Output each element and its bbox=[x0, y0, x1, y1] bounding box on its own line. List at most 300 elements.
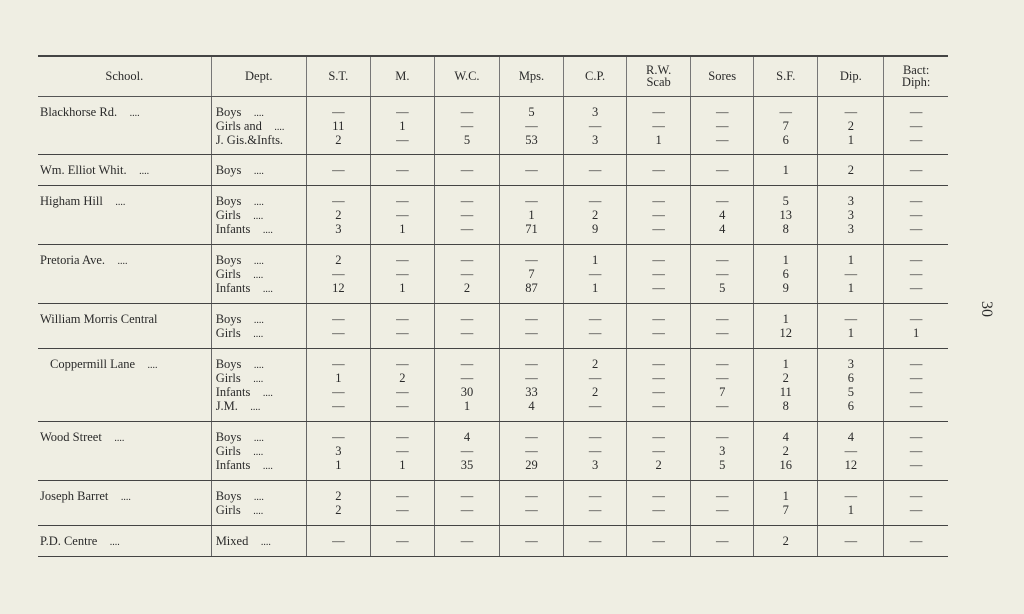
cell-sores: — bbox=[691, 490, 754, 504]
cell-wc: — bbox=[434, 327, 499, 341]
cell-mps: — bbox=[499, 195, 563, 209]
cell-sf: 1 bbox=[754, 490, 818, 504]
table-row bbox=[38, 313, 948, 327]
cell-sores: 5 bbox=[691, 459, 754, 473]
cell-mps: 7 bbox=[499, 268, 563, 282]
cell-m: 1 bbox=[370, 459, 434, 473]
leader-dots: .... bbox=[274, 121, 285, 133]
dept-name: Girls bbox=[215, 267, 241, 281]
dept-cell bbox=[211, 195, 306, 209]
cell-mps: 1 bbox=[499, 209, 563, 223]
row-spacer bbox=[38, 473, 948, 481]
row-spacer bbox=[38, 178, 948, 186]
school-group bbox=[38, 303, 948, 348]
table-row bbox=[38, 535, 948, 549]
leader-dots: .... bbox=[117, 255, 128, 267]
cell-wc: — bbox=[434, 358, 499, 372]
cell-rw-scab: — bbox=[627, 358, 691, 372]
leader-dots: .... bbox=[253, 255, 264, 267]
dept-cell bbox=[211, 386, 306, 400]
cell-st: 2 bbox=[306, 490, 370, 504]
table-row bbox=[38, 504, 948, 518]
leader-dots: .... bbox=[120, 491, 131, 503]
school-group bbox=[38, 154, 948, 185]
table-row bbox=[38, 268, 948, 282]
cell-st: 1 bbox=[306, 372, 370, 386]
row-spacer bbox=[38, 154, 948, 164]
cell-cp: 2 bbox=[564, 358, 627, 372]
dept-name: Boys bbox=[215, 105, 242, 119]
header-mps: Mps. bbox=[499, 56, 563, 96]
header-rw-line1: R.W. bbox=[646, 63, 672, 78]
cell-sf: 6 bbox=[754, 268, 818, 282]
cell-m: 1 bbox=[370, 282, 434, 296]
leader-dots: .... bbox=[147, 359, 158, 371]
cell-mps: — bbox=[499, 358, 563, 372]
cell-sores: — bbox=[691, 106, 754, 120]
cell-wc: — bbox=[434, 372, 499, 386]
cell-bact-diph: — bbox=[884, 134, 948, 147]
header-sf: S.F. bbox=[754, 56, 818, 96]
cell-bact-diph: — bbox=[884, 400, 948, 414]
table-row bbox=[38, 445, 948, 459]
cell-mps: — bbox=[499, 313, 563, 327]
cell-wc: — bbox=[434, 164, 499, 178]
cell-cp: — bbox=[564, 268, 627, 282]
cell-sf: 2 bbox=[754, 445, 818, 459]
cell-sores: — bbox=[691, 164, 754, 178]
cell-m: 1 bbox=[370, 120, 434, 134]
dept-name: Mixed bbox=[215, 534, 249, 548]
cell-bact-diph: — bbox=[884, 504, 948, 518]
cell-st: 2 bbox=[306, 254, 370, 268]
cell-mps: — bbox=[499, 164, 563, 178]
cell-m: — bbox=[370, 134, 434, 147]
school-name-cell bbox=[38, 120, 211, 134]
cell-sores: — bbox=[691, 535, 754, 549]
row-spacer bbox=[38, 421, 948, 431]
cell-wc: — bbox=[434, 254, 499, 268]
school-name-cell bbox=[38, 459, 211, 473]
leader-dots: .... bbox=[253, 269, 264, 281]
leader-dots: .... bbox=[253, 196, 264, 208]
header-wc: W.C. bbox=[434, 56, 499, 96]
cell-sores: 4 bbox=[691, 223, 754, 237]
cell-cp: — bbox=[564, 445, 627, 459]
school-name-cell bbox=[38, 195, 211, 209]
table-row bbox=[38, 431, 948, 445]
dept-cell bbox=[211, 535, 306, 549]
cell-sf: 13 bbox=[754, 209, 818, 223]
dept-cell bbox=[211, 459, 306, 473]
cell-wc: — bbox=[434, 223, 499, 237]
cell-mps: 33 bbox=[499, 386, 563, 400]
cell-bact-diph: — bbox=[884, 445, 948, 459]
cell-cp: — bbox=[564, 313, 627, 327]
cell-rw-scab: — bbox=[627, 254, 691, 268]
page-number: 30 bbox=[978, 301, 995, 317]
cell-cp: 3 bbox=[564, 106, 627, 120]
table-row bbox=[38, 490, 948, 504]
header-rw-scab bbox=[627, 56, 691, 96]
cell-m: — bbox=[370, 327, 434, 341]
cell-cp: 1 bbox=[564, 282, 627, 296]
school-name-cell bbox=[38, 490, 211, 504]
header-rw-line2: Scab bbox=[646, 75, 671, 90]
cell-sores: — bbox=[691, 268, 754, 282]
cell-wc: 4 bbox=[434, 431, 499, 445]
cell-rw-scab: — bbox=[627, 268, 691, 282]
dept-cell bbox=[211, 268, 306, 282]
cell-sf: 9 bbox=[754, 282, 818, 296]
dept-cell bbox=[211, 223, 306, 237]
dept-name: Boys bbox=[215, 489, 242, 503]
cell-m: 2 bbox=[370, 372, 434, 386]
cell-cp: 3 bbox=[564, 134, 627, 147]
cell-m: — bbox=[370, 254, 434, 268]
cell-m: — bbox=[370, 195, 434, 209]
dept-cell bbox=[211, 372, 306, 386]
cell-bact-diph: — bbox=[884, 209, 948, 223]
cell-mps: — bbox=[499, 535, 563, 549]
cell-mps: — bbox=[499, 504, 563, 518]
cell-wc: 5 bbox=[434, 134, 499, 147]
cell-wc: — bbox=[434, 490, 499, 504]
cell-dip: 2 bbox=[818, 120, 884, 134]
cell-st: 12 bbox=[306, 282, 370, 296]
cell-mps: — bbox=[499, 445, 563, 459]
cell-st: — bbox=[306, 358, 370, 372]
cell-st: 1 bbox=[306, 459, 370, 473]
leader-dots: .... bbox=[253, 359, 264, 371]
dept-cell bbox=[211, 209, 306, 223]
leader-dots: .... bbox=[129, 107, 140, 119]
cell-st: — bbox=[306, 195, 370, 209]
cell-m: — bbox=[370, 400, 434, 414]
table-row bbox=[38, 195, 948, 209]
cell-st: — bbox=[306, 431, 370, 445]
school-group bbox=[38, 525, 948, 556]
table-row bbox=[38, 223, 948, 237]
cell-sf: 7 bbox=[754, 504, 818, 518]
leader-dots: .... bbox=[262, 224, 273, 236]
header-sores: Sores bbox=[691, 56, 754, 96]
leader-dots: .... bbox=[253, 328, 264, 340]
cell-cp: — bbox=[564, 372, 627, 386]
dept-name: Boys bbox=[215, 163, 242, 177]
table-row bbox=[38, 134, 948, 147]
cell-mps: — bbox=[499, 490, 563, 504]
table-header bbox=[38, 56, 948, 96]
cell-mps: — bbox=[499, 120, 563, 134]
cell-wc: 1 bbox=[434, 400, 499, 414]
cell-dip: 3 bbox=[818, 358, 884, 372]
cell-dip: 5 bbox=[818, 386, 884, 400]
cell-dip: 6 bbox=[818, 372, 884, 386]
cell-mps: 53 bbox=[499, 134, 563, 147]
cell-sores: — bbox=[691, 504, 754, 518]
table-row bbox=[38, 254, 948, 268]
table-row bbox=[38, 358, 948, 372]
cell-bact-diph: — bbox=[884, 431, 948, 445]
cell-dip: 6 bbox=[818, 400, 884, 414]
cell-st: 2 bbox=[306, 134, 370, 147]
cell-wc: — bbox=[434, 195, 499, 209]
leader-dots: .... bbox=[262, 460, 273, 472]
cell-rw-scab: — bbox=[627, 209, 691, 223]
header-school: School. bbox=[38, 56, 211, 96]
school-group bbox=[38, 244, 948, 303]
school-medical-table bbox=[38, 55, 948, 557]
cell-m: — bbox=[370, 431, 434, 445]
table-row bbox=[38, 372, 948, 386]
cell-st: — bbox=[306, 106, 370, 120]
cell-wc: — bbox=[434, 535, 499, 549]
cell-dip: 3 bbox=[818, 209, 884, 223]
cell-rw-scab: — bbox=[627, 164, 691, 178]
cell-cp: — bbox=[564, 431, 627, 445]
cell-st: 3 bbox=[306, 223, 370, 237]
cell-st: 2 bbox=[306, 504, 370, 518]
cell-bact-diph: — bbox=[884, 223, 948, 237]
cell-sores: — bbox=[691, 313, 754, 327]
cell-wc: 2 bbox=[434, 282, 499, 296]
cell-mps: 4 bbox=[499, 400, 563, 414]
cell-sores: — bbox=[691, 134, 754, 147]
school-name: Wood Street bbox=[40, 430, 102, 444]
cell-cp: — bbox=[564, 327, 627, 341]
row-spacer bbox=[38, 518, 948, 526]
cell-mps: — bbox=[499, 431, 563, 445]
cell-dip: — bbox=[818, 106, 884, 120]
cell-bact-diph: — bbox=[884, 282, 948, 296]
cell-m: — bbox=[370, 313, 434, 327]
school-name-cell bbox=[38, 327, 211, 341]
school-name-cell bbox=[38, 504, 211, 518]
cell-wc: — bbox=[434, 313, 499, 327]
cell-m: — bbox=[370, 358, 434, 372]
cell-st: — bbox=[306, 313, 370, 327]
school-name-cell bbox=[38, 282, 211, 296]
school-group bbox=[38, 348, 948, 421]
dept-name: Boys bbox=[215, 194, 242, 208]
dept-cell bbox=[211, 445, 306, 459]
cell-wc: — bbox=[434, 106, 499, 120]
cell-sf: 4 bbox=[754, 431, 818, 445]
school-name-cell bbox=[38, 535, 211, 549]
dept-name: J. Gis.&Infts. bbox=[215, 133, 284, 147]
cell-mps: — bbox=[499, 327, 563, 341]
cell-sores: — bbox=[691, 254, 754, 268]
leader-dots: .... bbox=[262, 387, 273, 399]
row-spacer bbox=[38, 480, 948, 490]
leader-dots: .... bbox=[139, 165, 150, 177]
leader-dots: .... bbox=[253, 107, 264, 119]
cell-bact-diph: — bbox=[884, 106, 948, 120]
cell-bact-diph: — bbox=[884, 490, 948, 504]
row-spacer bbox=[38, 303, 948, 313]
cell-rw-scab: — bbox=[627, 504, 691, 518]
school-name-cell bbox=[38, 254, 211, 268]
cell-dip: 4 bbox=[818, 431, 884, 445]
school-name: William Morris Central bbox=[40, 312, 158, 326]
cell-rw-scab: — bbox=[627, 535, 691, 549]
header-cp: C.P. bbox=[564, 56, 627, 96]
cell-cp: 2 bbox=[564, 209, 627, 223]
dept-cell bbox=[211, 327, 306, 341]
leader-dots: .... bbox=[253, 505, 264, 517]
school-name: Wm. Elliot Whit. bbox=[40, 163, 127, 177]
table-row bbox=[38, 120, 948, 134]
header-st: S.T. bbox=[306, 56, 370, 96]
dept-name: Girls bbox=[215, 326, 241, 340]
cell-rw-scab: — bbox=[627, 386, 691, 400]
cell-m: — bbox=[370, 504, 434, 518]
table-row bbox=[38, 282, 948, 296]
dept-name: Girls bbox=[215, 371, 241, 385]
dept-name: Girls bbox=[215, 208, 241, 222]
cell-m: — bbox=[370, 490, 434, 504]
cell-dip: 1 bbox=[818, 504, 884, 518]
school-group bbox=[38, 421, 948, 480]
cell-bact-diph: — bbox=[884, 459, 948, 473]
school-name-cell bbox=[38, 106, 211, 120]
cell-dip: — bbox=[818, 535, 884, 549]
leader-dots: .... bbox=[253, 432, 264, 444]
cell-rw-scab: — bbox=[627, 106, 691, 120]
cell-cp: — bbox=[564, 120, 627, 134]
cell-bact-diph: — bbox=[884, 313, 948, 327]
cell-cp: — bbox=[564, 400, 627, 414]
cell-sores: — bbox=[691, 431, 754, 445]
school-name-cell bbox=[38, 164, 211, 178]
cell-rw-scab: — bbox=[627, 372, 691, 386]
cell-m: — bbox=[370, 535, 434, 549]
dept-cell bbox=[211, 490, 306, 504]
dept-cell bbox=[211, 358, 306, 372]
school-name-cell bbox=[38, 209, 211, 223]
leader-dots: .... bbox=[114, 432, 125, 444]
school-name-cell bbox=[38, 386, 211, 400]
dept-cell bbox=[211, 400, 306, 414]
cell-dip: — bbox=[818, 268, 884, 282]
cell-rw-scab: — bbox=[627, 400, 691, 414]
cell-dip: 3 bbox=[818, 195, 884, 209]
cell-st: — bbox=[306, 164, 370, 178]
leader-dots: .... bbox=[253, 373, 264, 385]
cell-sf: 11 bbox=[754, 386, 818, 400]
cell-wc: — bbox=[434, 445, 499, 459]
cell-bact-diph: — bbox=[884, 164, 948, 178]
cell-sf: 5 bbox=[754, 195, 818, 209]
cell-dip: — bbox=[818, 313, 884, 327]
cell-dip: 2 bbox=[818, 164, 884, 178]
cell-sf: 6 bbox=[754, 134, 818, 147]
cell-sf: 8 bbox=[754, 400, 818, 414]
table-row bbox=[38, 164, 948, 178]
cell-mps: 29 bbox=[499, 459, 563, 473]
header-bact-line2: Diph: bbox=[901, 75, 931, 90]
cell-dip: 1 bbox=[818, 327, 884, 341]
leader-dots: .... bbox=[253, 314, 264, 326]
cell-dip: 1 bbox=[818, 134, 884, 147]
cell-sores: — bbox=[691, 358, 754, 372]
cell-sf: 16 bbox=[754, 459, 818, 473]
row-spacer bbox=[38, 237, 948, 245]
dept-cell bbox=[211, 120, 306, 134]
cell-m: 1 bbox=[370, 223, 434, 237]
cell-sores: — bbox=[691, 327, 754, 341]
row-spacer bbox=[38, 549, 948, 557]
school-name-cell bbox=[38, 134, 211, 147]
cell-rw-scab: — bbox=[627, 120, 691, 134]
leader-dots: .... bbox=[253, 446, 264, 458]
cell-sf: 7 bbox=[754, 120, 818, 134]
cell-bact-diph: — bbox=[884, 195, 948, 209]
cell-bact-diph: — bbox=[884, 386, 948, 400]
cell-rw-scab: — bbox=[627, 445, 691, 459]
cell-mps: — bbox=[499, 372, 563, 386]
cell-wc: — bbox=[434, 504, 499, 518]
header-bact-diph bbox=[884, 56, 948, 96]
row-spacer bbox=[38, 147, 948, 155]
school-group bbox=[38, 96, 948, 154]
cell-wc: — bbox=[434, 209, 499, 223]
school-name: Higham Hill bbox=[40, 194, 103, 208]
table-row bbox=[38, 209, 948, 223]
cell-wc: — bbox=[434, 268, 499, 282]
cell-bact-diph: — bbox=[884, 120, 948, 134]
dept-name: J.M. bbox=[215, 399, 238, 413]
table-row bbox=[38, 106, 948, 120]
cell-sores: 7 bbox=[691, 386, 754, 400]
cell-sores: — bbox=[691, 372, 754, 386]
cell-sores: — bbox=[691, 195, 754, 209]
dept-name: Infants bbox=[215, 385, 251, 399]
dept-name: Girls and bbox=[215, 119, 262, 133]
cell-rw-scab: — bbox=[627, 195, 691, 209]
leader-dots: .... bbox=[262, 283, 273, 295]
school-group bbox=[38, 185, 948, 244]
cell-wc: 30 bbox=[434, 386, 499, 400]
cell-st: — bbox=[306, 535, 370, 549]
cell-sf: — bbox=[754, 106, 818, 120]
cell-sores: 5 bbox=[691, 282, 754, 296]
cell-bact-diph: — bbox=[884, 372, 948, 386]
cell-rw-scab: — bbox=[627, 490, 691, 504]
school-name-cell bbox=[38, 223, 211, 237]
row-spacer bbox=[38, 244, 948, 254]
header-dip: Dip. bbox=[818, 56, 884, 96]
school-name-cell bbox=[38, 372, 211, 386]
cell-sores: 4 bbox=[691, 209, 754, 223]
header-dept: Dept. bbox=[211, 56, 306, 96]
cell-sores: — bbox=[691, 120, 754, 134]
cell-cp: — bbox=[564, 490, 627, 504]
cell-bact-diph: — bbox=[884, 535, 948, 549]
dept-cell bbox=[211, 282, 306, 296]
school-name-cell bbox=[38, 400, 211, 414]
cell-bact-diph: — bbox=[884, 358, 948, 372]
table-row bbox=[38, 400, 948, 414]
cell-wc: — bbox=[434, 120, 499, 134]
cell-sf: 1 bbox=[754, 254, 818, 268]
cell-sf: 1 bbox=[754, 164, 818, 178]
leader-dots: .... bbox=[253, 210, 264, 222]
cell-dip: 1 bbox=[818, 282, 884, 296]
cell-st: 3 bbox=[306, 445, 370, 459]
cell-m: — bbox=[370, 386, 434, 400]
